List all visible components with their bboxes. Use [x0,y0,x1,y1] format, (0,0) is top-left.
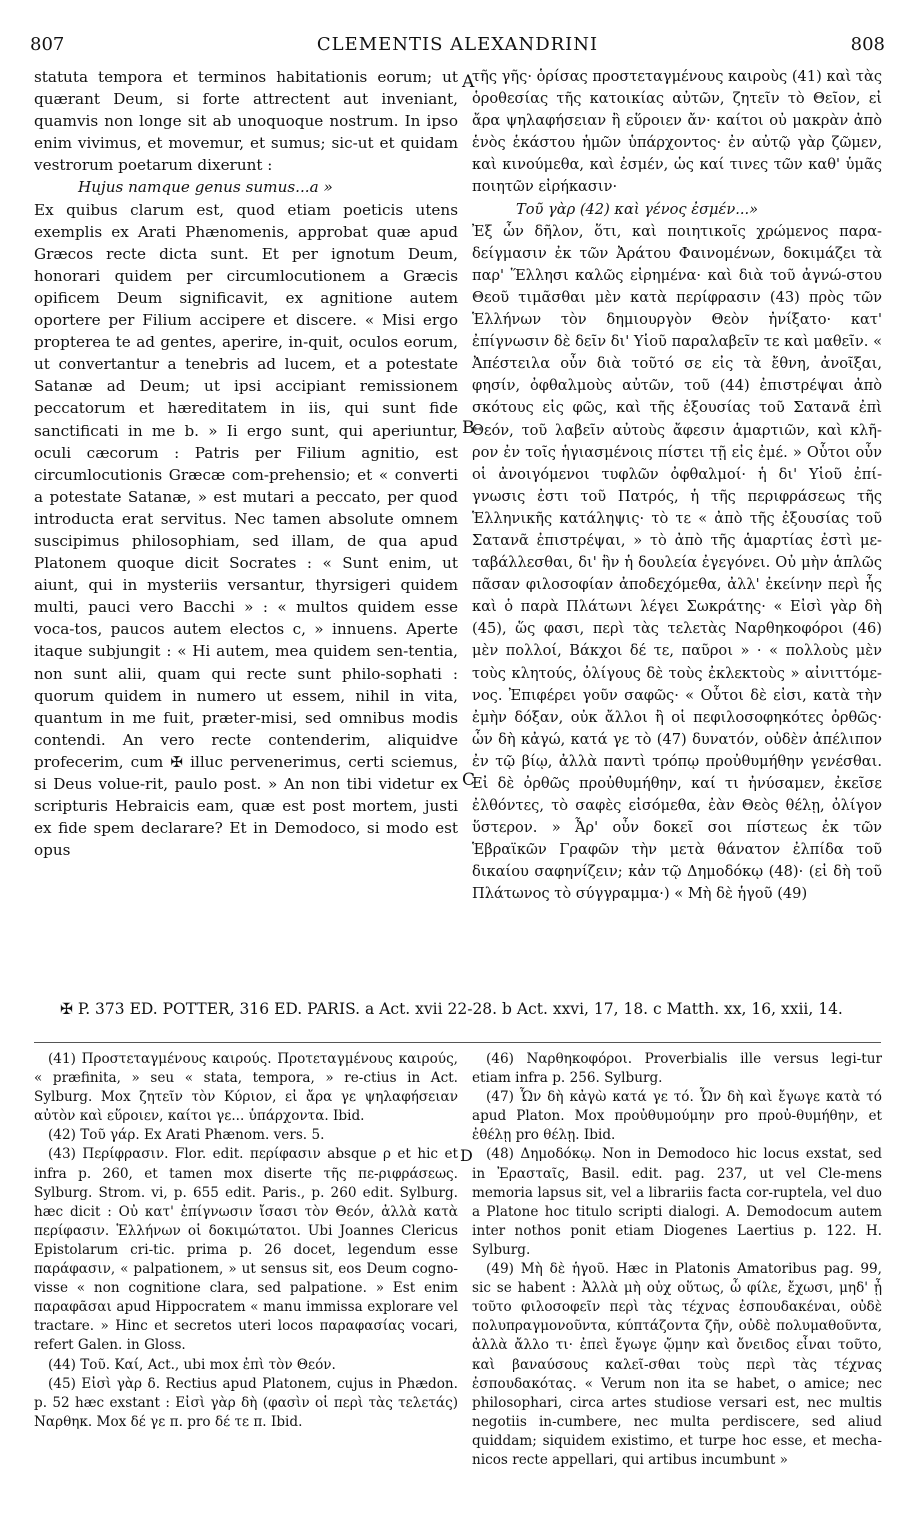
notes-divider [34,1042,881,1043]
note-41: (41) Προστεταγμένους καιρούς. Προτεταγμένους καιρούς, « præfinita, » seu « stata, tempora, » re-ctius in Act. Sylburg. Mox ζητεῖν τὸν Κύριον, εἰ ἄρα γε ψηλαφήσειαν αὐτὸν καὶ εὕροιεν, καίτοι γε... ὑπάρχοντα. Ibid. [34,1051,458,1125]
latin-column [34,66,458,861]
note-43: (43) Περίφρασιν. Flor. edit. περίφασιν absque ρ et hic et infra p. 260, et tamen mox diserte τῆς πε-ριφράσεως. Sylburg. Strom. vi, p. 655 edit. Paris., p. 260 edit. Sylburg. hæc dicit : Οὐ κατ' ἐπίγνωσιν ἴσασι τὸν Θεόν, ἀλλὰ κατὰ περίφασιν. Ἑλλήνων οἱ δοκιμώτατοι. Ubi Joannes Clericus Epistolarum cri-tic. prima p. 26 docet, legendum esse παράφασιν, « palpationem, » ut sensus sit, eos Deum cogno-visse « non cognitione clara, sed palpatione. » Est enim παραφᾶσαι apud Hippocratem « manu immissa explorare vel tractare. » Hinc et secretos uteri locos παραφασίας vocari, refert Galen. in Gloss. [34,1146,458,1354]
note-42: (42) Τοῦ γάρ. Ex Arati Phænom. vers. 5. [48,1127,325,1144]
greek-column [472,66,882,906]
note-48: (48) Δημοδόκῳ. Non in Demodoco hic locus exstat, sed in Ἐρασταῖς, Basil. edit. pag. 237, ut vel Cle-mens memoria lapsus sit, vel a librariis facta cor-ruptela, vel duo a Platone hoc titulo scripti dialogi. A. Demodocum autem inter nothos ponit etiam Diogenes Laertius p. 122. H. Sylburg. [472,1146,882,1258]
scripture-references: ✠ P. 373 ED. POTTER, 316 ED. PARIS. a Act. xvii 22-28. b Act. xxvi, 17, 18. c Matth. xx, 16, xxii, 14. [60,1000,843,1018]
note-44: (44) Τοῦ. Καί, Act., ubi mox ἐπὶ τὸν Θεόν. [48,1356,336,1373]
page-number-right: 808 [850,34,885,55]
margin-marker-c: C [462,770,476,790]
greek-paragraph-1: τῆς γῆς· ὁρίσας προστεταγμένους καιροὺς (41) καὶ τὰς ὁροθεσίας τῆς κατοικίας αὐτῶν, ζητεῖν τὸ Θεῖον, εἰ ἄρα ψηλαφήσειαν ἢ εὕροιεν ἄν· καίτοι οὐ μακρὰν ἀπὸ ἑνὸς ἑκάστου ἡμῶν ὑπάρχοντος· ἐν αὐτῷ γὰρ ζῶμεν, καὶ κινούμεθα, καὶ ἐσμέν, ὡς καί τινες τῶν καθ' ὑμᾶς ποιητῶν εἰρήκασιν· [472,68,882,196]
note-46: (46) Ναρθηκοφόροι. Proverbialis ille versus legi-tur etiam infra p. 256. Sylburg. [472,1051,882,1087]
latin-paragraph-1: statuta tempora et terminos habitationis eorum; ut quærant Deum, si forte attrectent aut inveniant, quamvis non longe sit ab unoquoque nostrum. In ipso enim vivimus, et movemur, et sumus; sic-ut et quidam vestrorum poetarum dixerunt : [34,68,458,175]
margin-marker-b: B [462,418,475,438]
running-title: CLEMENTIS ALEXANDRINI [316,34,599,55]
notes-right-column [472,1050,882,1470]
page-header [30,34,885,58]
greek-paragraph-2: Ἐξ ὧν δῆλον, ὅτι, καὶ ποιητικοῖς χρώμενος παρα-δείγμασιν ἐκ τῶν Ἀράτου Φαινομένων, δοκιμάζει τὰ παρ' Ἕλλησι καλῶς εἰρημένα· καὶ διὰ τοῦ ἀγνώ-στου Θεοῦ τιμᾶσθαι μὲν κατὰ περίφρασιν (43) πρὸς τῶν Ἑλλήνων τὸν δημιουργὸν Θεὸν ἠνίξατο· κατ' ἐπίγνωσιν δὲ δεῖν δι' Υἱοῦ παραλαβεῖν τε καὶ μαθεῖν. « Ἀπέστειλα οὖν διὰ τοῦτό σε εἰς τὰ ἔθνη, ἀνοῖξαι, φησίν, ὀφθαλμοὺς αὐτῶν, τοῦ (44) ἐπιστρέψαι ἀπὸ σκότους εἰς φῶς, καὶ τῆς ἐξουσίας τοῦ Σατανᾶ ἐπὶ Θεόν, τοῦ λαβεῖν αὐτοὺς ἄφεσιν ἁμαρτιῶν, καὶ κλῆ-ρον ἐν τοῖς ἡγιασμένοις πίστει τῇ εἰς ἐμέ. » Οὗτοι οὖν οἱ ἀνοιγόμενοι τυφλῶν ὀφθαλμοί· ἡ δι' Υἱοῦ ἐπί-γνωσις ἐστι τοῦ Πατρός, ἡ τῆς περιφράσεως τῆς Ἑλληνικῆς κατάληψις· τὸ τε « ἀπὸ τῆς ἐξουσίας τοῦ Σατανᾶ ἐπιστρέψαι, » τὸ ἀπὸ τῆς ἁμαρτίας ἐστὶ με-ταβάλλεσθαι, δι' ἣν ἡ δουλεία ἐγεγόνει. Οὐ μὴν ἁπλῶς πᾶσαν φιλοσοφίαν ἀποδεχόμεθα, ἀλλ' ἐκείνην περὶ ἧς καὶ ὁ παρὰ Πλάτωνι λέγει Σωκράτης· « Εἰσὶ γὰρ δὴ (45), ὥς φασι, περὶ τὰς τελετὰς Ναρθηκοφόροι (46) μὲν πολλοί, Βάκχοι δέ τε, παῦροι » · « πολλοὺς μὲν τοὺς κλητούς, ὀλίγους δὲ τοὺς ἐκλεκτοὺς » αἰνιττόμε-νος. Ἐπιφέρει γοῦν σαφῶς· « Οὗτοι δὲ εἰσι, κατὰ τὴν ἐμὴν δόξαν, οὐκ ἄλλοι ἢ οἱ πεφιλοσοφηκότες ὀρθῶς· ὧν δὴ κἀγώ, κατά γε τὸ (47) δυνατόν, οὐδὲν ἀπέλιπον ἐν τῷ βίῳ, ἀλλὰ παντὶ τρόπῳ προὐθυμήθην γενέσθαι. Εἰ δὲ ὀρθῶς προὐθυμήθην, καί τι ἠνύσαμεν, ἐκεῖσε ἐλθόντες, τὸ σαφὲς εἰσόμεθα, ἐὰν Θεὸς θέλῃ, ὀλίγον ὕστερον. » Ἆρ' οὖν δοκεῖ σοι πίστεως ἐκ τῶν Ἑβραϊκῶν Γραφῶν τὴν μετὰ θάνατον ἐλπίδα τοῦ δικαίου σαφηνίζειν; κἀν τῷ Δημοδόκῳ (48)· (εἰ δὴ τοῦ Πλάτωνος τὸ σύγγραμμα·) « Μὴ δὲ ἡγοῦ (49) [472,222,882,903]
margin-marker-d: D [460,1146,473,1165]
notes-left-column [34,1050,458,1432]
latin-paragraph-2: Ex quibus clarum est, quod etiam poeticis utens exemplis ex Arati Phænomenis, approbat quæ apud Græcos recte dicta sunt. Et per ignotum Deum, honorari quidem per circumlocutionem a Græcis opificem Deum significavit, ex agnitione autem oportere per Filium accipere et discere. « Misi ergo propterea te ad gentes, aperire, in-quit, oculos eorum, ut convertantur a tenebris ad lucem, et a potestate Satanæ ad Deum; ut ipsi accipiant remissionem peccatorum et hæreditatem in iis, qui sunt fide sanctificati in me b. » Ii ergo sunt, qui aperiuntur, oculi cæcorum : Patris per Filium agnitio, est circumlocutionis Græcæ com-prehensio; et « converti a potestate Satanæ, » est mutari a peccato, per quod introducta erat servitus. Nec tamen absolute omnem suscipimus philosophiam, sed illam, de qua apud Platonem quoque dicit Socrates : « Sunt enim, ut aiunt, qui in mysteriis versantur, thyrsigeri quidem multi, pauci vero Bacchi » : « multos quidem esse voca-tos, paucos autem electos c, » innuens. Aperte itaque subjungit : « Hi autem, mea quidem sen-tentia, non sunt alii, quam qui recte sunt philo-sophati : quorum quidem in numero ut essem, nihil in vita, quantum in me fuit, præter-misi, sed omnibus modis contendi. An vero recte contenderim, aliquidve profecerim, cum ✠ illuc pervenerimus, certi sciemus, si Deus volue-rit, paulo post. » An non tibi videtur ex scripturis Hebraicis eam, quæ est post mortem, justi ex fide spem declarare? Et in Demodoco, si modo est opus [34,200,458,860]
page-number-left: 807 [30,34,65,55]
latin-verse: Hujus namque genus sumus...a » [78,178,333,197]
margin-marker-a: A [462,72,475,92]
note-45: (45) Εἰσὶ γὰρ δ. Rectius apud Platonem, cujus in Phædon. p. 52 hæc exstant : Εἰσὶ γὰρ δὴ (φασὶν οἱ περὶ τὰς τελετάς) Ναρθηκ. Mox δέ γε π. pro δέ τε π. Ibid. [34,1375,458,1430]
note-47: (47) Ὧν δὴ κἀγὼ κατά γε τό. Ὧν δὴ καὶ ἔγωγε κατὰ τό apud Platon. Mox προὐθυμούμην pro προὐ-θυμήθην, et ἐθέλῃ pro θέλῃ. Ibid. [472,1089,882,1144]
greek-verse: Τοῦ γὰρ (42) καὶ γένος ἐσμέν...» [516,200,759,218]
note-49: (49) Μὴ δὲ ἡγοῦ. Hæc in Platonis Amatoribus pag. 99, sic se habent : Ἀλλὰ μὴ οὐχ οὕτως, ὦ φίλε, ἔχωσι, μηδ' ᾖ τοῦτο φιλοσοφεῖν περὶ τὰς τέχνας ἐσπουδακέναι, οὐδὲ πολυπραγμονοῦντα, κύπτάζοντα ζῆν, οὐδὲ πολυμαθοῦντα, ἀλλὰ ἄλλο τι· ἐπεὶ ἔγωγε ᾤμην καὶ ὄνειδος εἶναι τοῦτο, καὶ βαναύσους καλεῖ-σθαι τοὺς περὶ τὰς τέχνας ἐσπουδακότας. « Verum non ita se habet, o amice; nec philosophari, circa artes studiose versari est, nec multis negotiis in-cumbere, nec multa perdiscere, sed aliud quiddam; siquidem existimo, et turpe hoc esse, et mecha-nicos recte appellari, qui artibus incumbunt » [472,1261,882,1468]
